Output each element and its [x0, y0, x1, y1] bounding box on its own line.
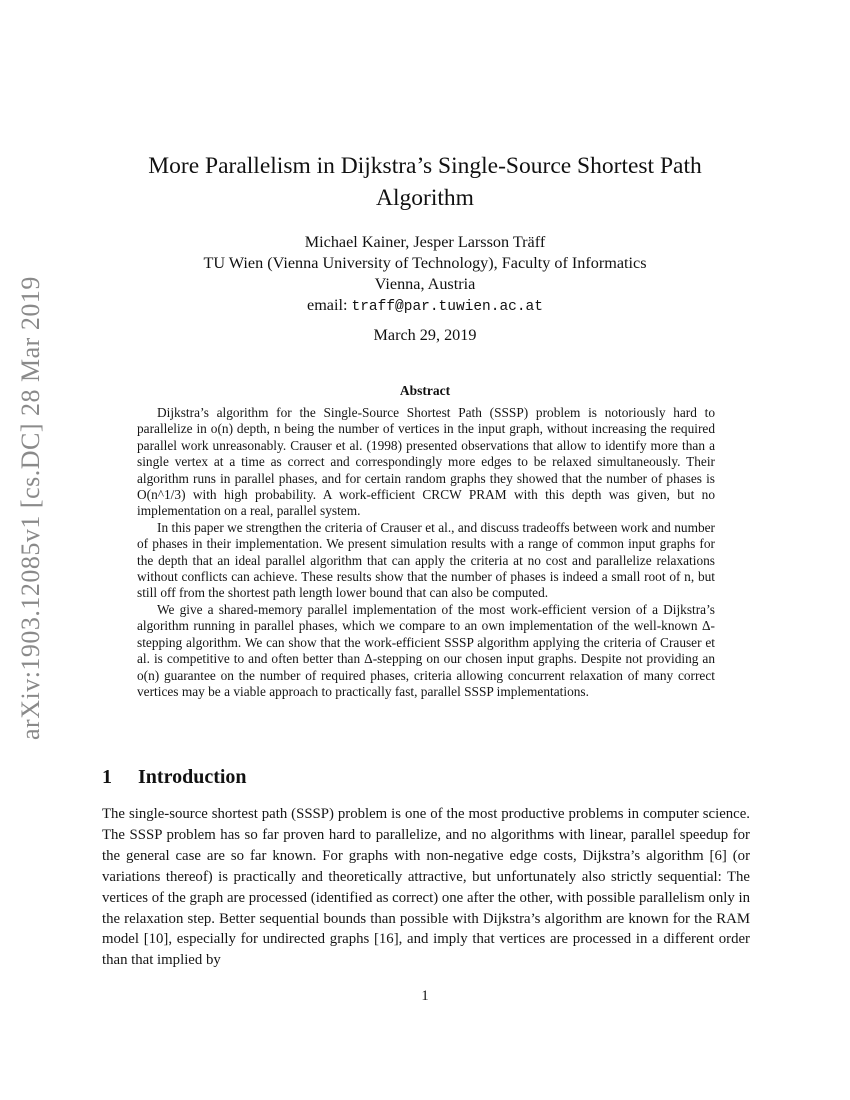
body-paragraph: The single-source shortest path (SSSP) problem is one of the most productive problems in computer science. The SSSP problem has so far proven hard to parallelize, and no algorithms with linear, parallel speedup for the general case are so far known. For graphs with non-negative edge costs, Dijkstra’s algorithm [6] (or variations thereof) is practically and theoretically attractive, but unfortunately also strictly sequential: The vertices of the graph are processed (identified as correct) one after the other, with possible parallelism only in the relaxation step. Better sequential bounds than possible with Dijkstra’s algorithm are known for the RAM model [10], especially for undirected graphs [16], and imply that vertices are processed in a different order than that implied by	[102, 806, 750, 969]
abstract-paragraph: In this paper we strengthen the criteria of Crauser et al., and discuss tradeoffs between work and number of phases in their implementation. We present simulation results with a range of common input graphs for the depth that an ideal parallel algorithm that can apply the criteria at no cost and parallelize relaxations without conflicts can achieve. These results show that the number of phases is indeed a small root of n, but still off from the shortest path length lower bound that can also be computed.	[137, 519, 715, 601]
abstract-paragraph: Dijkstra’s algorithm for the Single-Source Shortest Path (SSSP) problem is notoriously hard to parallelize in o(n) depth, n being the number of vertices in the input graph, without increasing the required parallel work unreasonably. Crauser et al. (1998) presented observations that allow to identify more than a single vertex at a time as correct and correspondingly more edges to be relaxed simultaneously. Their algorithm runs in parallel phases, and for certain random graphs they showed that the number of phases is O(n^1/3) with high probability. A work-efficient CRCW PRAM with this depth was given, but no implementation on a real, parallel system.	[137, 405, 715, 519]
arxiv-identifier-stamp: arXiv:1903.12085v1 [cs.DC] 28 Mar 2019	[16, 276, 45, 740]
author-location: Vienna, Austria	[374, 275, 476, 293]
author-email-line	[100, 295, 750, 318]
email-label: email:	[307, 296, 348, 314]
section-number: 1	[102, 766, 112, 788]
abstract-paragraph: We give a shared-memory parallel implementation of the most work-efficient version of a Dijkstra’s algorithm running in parallel phases, which we compare to an own implementation of the well-known Δ-stepping algorithm. We can show that the work-efficient SSSP algorithm applying the criteria of Crauser et al. is competitive to and often better than Δ-stepping on our chosen input graphs. Despite not providing an o(n) guarantee on the number of required phases, criteria allowing concurrent relaxation of many correct vertices may be a viable approach to practically fast, parallel SSSP implementations.	[137, 601, 715, 699]
section-heading-introduction	[102, 766, 247, 789]
paper-date: March 29, 2019	[373, 326, 477, 344]
page-number: 1	[421, 988, 429, 1004]
section-title: Introduction	[138, 766, 247, 788]
author-affiliation: TU Wien (Vienna University of Technology), Faculty of Informatics	[203, 254, 647, 272]
abstract-heading: Abstract	[399, 383, 451, 398]
abstract-body	[137, 405, 715, 700]
introduction-body	[102, 804, 750, 971]
author-email: traff@par.tuwien.ac.at	[351, 299, 543, 315]
author-names: Michael Kainer, Jesper Larsson Träff	[304, 233, 546, 251]
author-block	[100, 232, 750, 318]
paper-title: More Parallelism in Dijkstra’s Single-Source Shortest Path Algorithm	[148, 153, 702, 211]
